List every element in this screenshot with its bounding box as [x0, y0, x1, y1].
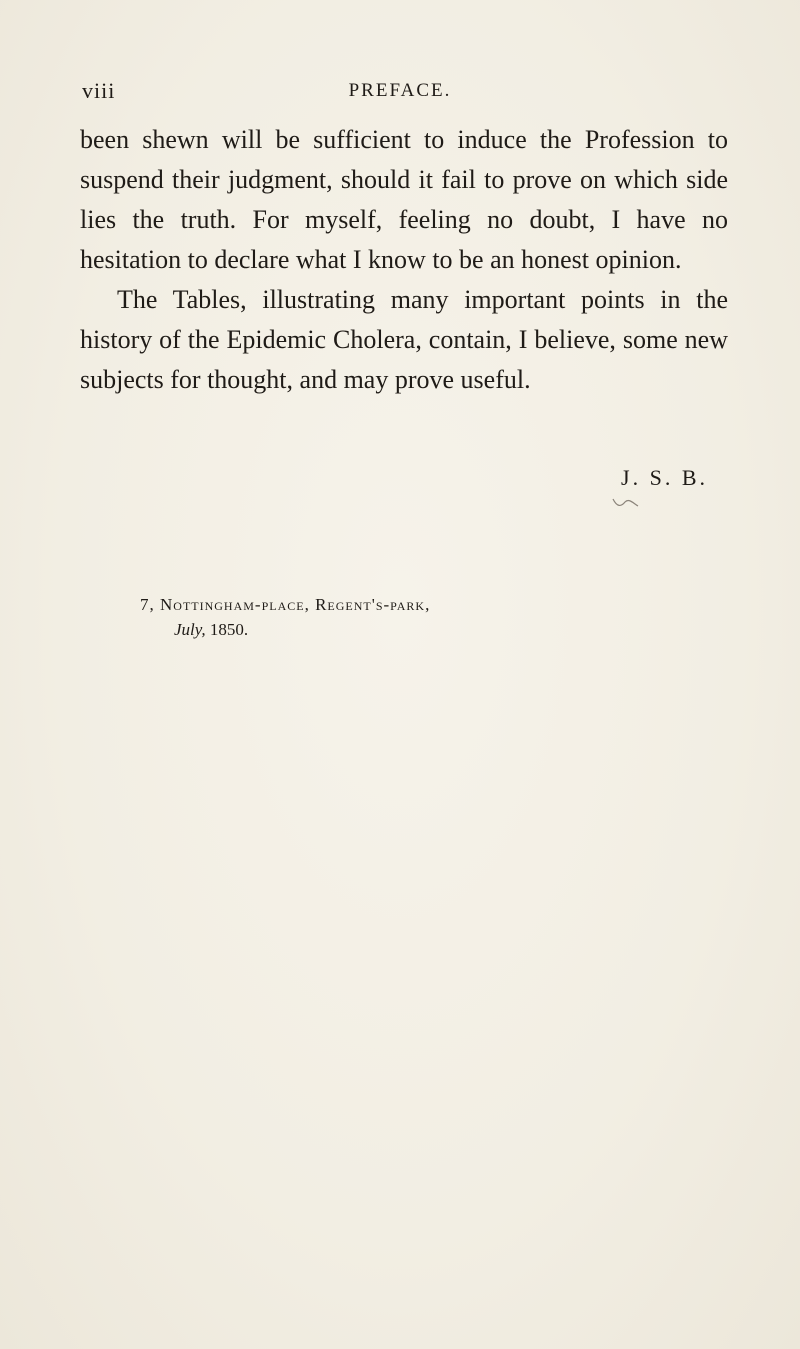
address-line: 7, Nottingham-place, Regent's-park, — [140, 595, 431, 614]
date-month: July, — [174, 620, 206, 639]
running-title: PREFACE. — [348, 80, 452, 101]
paragraph-continuation: been shewn will be sufficient to induce the Profession to suspend their judgment, should it fail to prove on which side lies the truth. For myself, feeling no doubt, I have no hesitation to declare what I know to be an honest opinion. — [80, 125, 728, 274]
preface-text — [80, 120, 728, 400]
paragraph-tables: The Tables, illustrating many important points in the history of the Epidemic Cholera, contain, I believe, some new subjects for thought, and may prove useful. — [80, 285, 728, 394]
flourish-icon — [611, 495, 641, 511]
page-number: viii — [82, 78, 116, 103]
author-initials: J. S. B. — [621, 465, 708, 490]
date-year: 1850. — [209, 620, 249, 639]
date-line — [174, 620, 248, 640]
